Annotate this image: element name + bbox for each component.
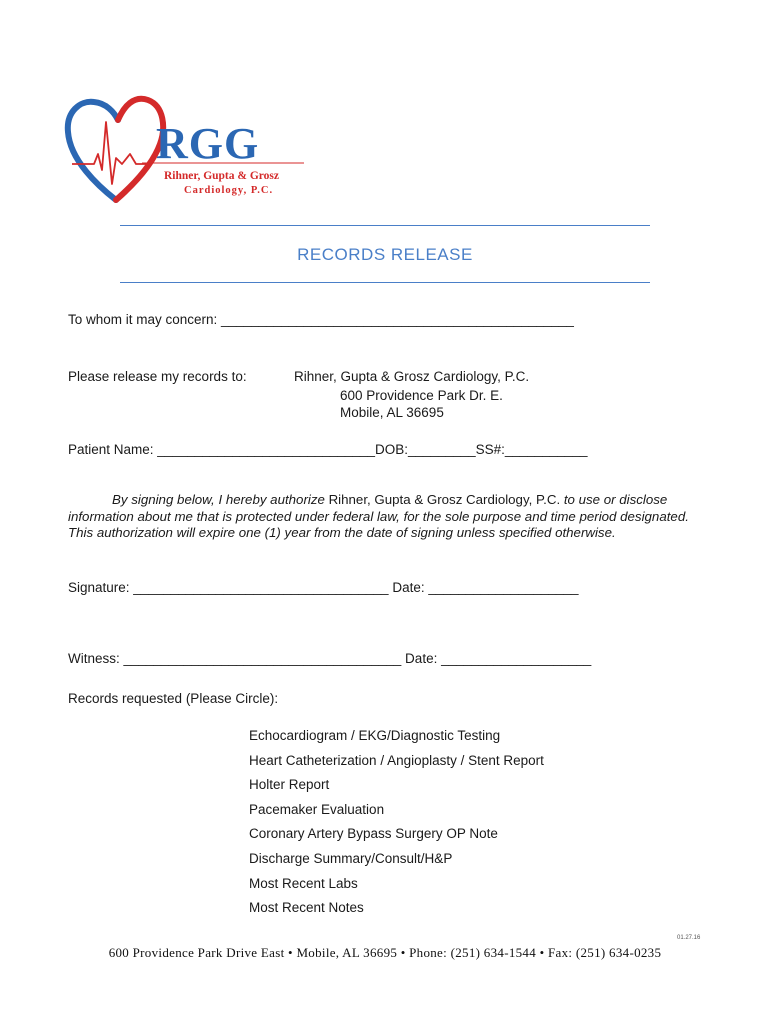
page-title: RECORDS RELEASE (297, 245, 473, 264)
patient-info-line[interactable]: Patient Name: _____________________________DOB:_________SS#:___________ (68, 442, 588, 457)
release-org: Rihner, Gupta & Grosz Cardiology, P.C. (294, 369, 530, 384)
record-option[interactable]: Heart Catheterization / Angioplasty / Stent Report (249, 752, 544, 768)
auth-org: Rihner, Gupta & Grosz Cardiology, P.C. (328, 492, 561, 507)
record-option[interactable]: Most Recent Notes (249, 900, 364, 916)
release-label: Please release my records to: (68, 369, 247, 384)
signature-line[interactable]: Signature: __________________________________ Date: ____________________ (68, 580, 579, 595)
release-street: 600 Providence Park Dr. E. (340, 388, 503, 403)
auth-part1: By signing below, I hereby authorize (112, 492, 329, 507)
footer-address: 600 Providence Park Drive East • Mobile, AL 36695 • Phone: (251) 634-1544 • Fax: (251) 634-0235 (108, 945, 662, 960)
release-city: Mobile, AL 36695 (340, 405, 444, 420)
auth-part3: to use or disclose information about me that is protected under federal law, for the sole purpose and time period designated. This authorization will expire one (1) year from the date of signing unless specified otherwise. (68, 492, 689, 540)
bottom-divider (120, 282, 650, 283)
record-option[interactable]: Holter Report (249, 777, 330, 793)
logo-abbr: RGG (156, 119, 260, 168)
revision-date: 01.27.16 (677, 935, 701, 941)
record-option[interactable]: Pacemaker Evaluation (249, 801, 385, 817)
heart-ekg-icon (64, 92, 314, 208)
authorization-text (68, 492, 708, 542)
witness-line[interactable]: Witness: _____________________________________ Date: ____________________ (68, 651, 592, 666)
logo-name-line2: Cardiology, P.C. (184, 185, 274, 196)
record-option[interactable]: Echocardiogram / EKG/Diagnostic Testing (249, 728, 501, 743)
top-divider (120, 225, 650, 226)
record-option[interactable]: Discharge Summary/Consult/H&P (249, 850, 453, 866)
practice-logo (64, 92, 314, 208)
record-option[interactable]: Most Recent Labs (249, 875, 358, 891)
to-whom-line[interactable]: To whom it may concern: _______________________________________________ (68, 312, 574, 327)
records-list (249, 727, 544, 924)
records-label: Records requested (Please Circle): (68, 691, 279, 706)
record-option[interactable]: Coronary Artery Bypass Surgery OP Note (249, 826, 498, 842)
logo-name-line1: Rihner, Gupta & Grosz (164, 170, 280, 182)
